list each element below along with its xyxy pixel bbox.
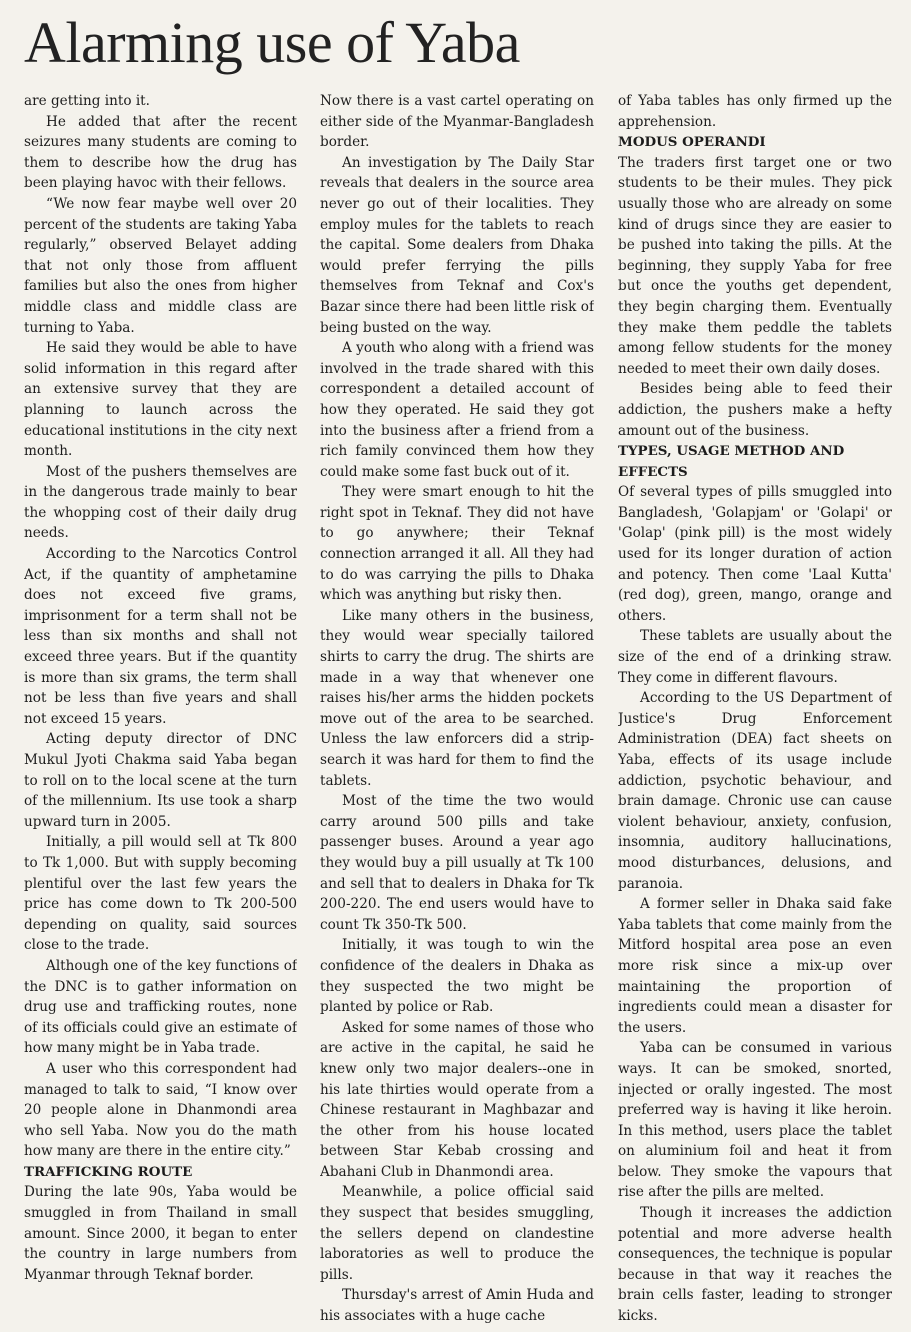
paragraph: “We now fear maybe well over 20 percent of the students are taking Yaba regularly,” observed Belayet adding that not only those from affluent families but also the ones from higher middle class and middle class are turning to Yaba. bbox=[24, 195, 297, 336]
paragraph: According to the US Department of Justice's Drug Enforcement Administration (DEA) fact sheets on Yaba, effects of its usage include addiction, psychotic behaviour, and brain damage. Chronic use can cause violent behaviour, anxiety, confusion, insomnia, auditory hallucinations, mood disturbances, delusions, and paranoia. bbox=[618, 690, 892, 892]
paragraph: He said they would be able to have solid information in this regard after an extensive survey that they are planning to launch across the educational institutions in the city next month. bbox=[24, 340, 297, 460]
paragraph: Of several types of pills smuggled into Bangladesh, 'Golapjam' or 'Golapi' or 'Golap' (pink pill) is the most widely used for its longer duration of action and potency. Then come 'Laal Kutta' (red dog), green, mango, orange and others. bbox=[618, 484, 892, 624]
paragraph: Most of the pushers themselves are in the dangerous trade mainly to bear the whopping cost of their daily drug needs. bbox=[24, 463, 297, 542]
article-column-2 bbox=[320, 91, 594, 1326]
headline: Alarming use of Yaba bbox=[24, 10, 520, 75]
paragraph: Initially, a pill would sell at Tk 800 to Tk 1,000. But with supply becoming plentiful over the last few years the price has come down to Tk 200-500 depending on quality, said sources close to the trade. bbox=[24, 834, 297, 954]
paragraph: Thursday's arrest of Amin Huda and his associates with a huge cache bbox=[320, 1287, 594, 1325]
paragraph: During the late 90s, Yaba would be smuggled in from Thailand in small amount. Since 2000, it began to enter the country in large numbers from Myanmar through Teknaf border. bbox=[24, 1184, 297, 1283]
article-column-3 bbox=[618, 91, 892, 1326]
section-heading: MODUS OPERANDI bbox=[618, 134, 766, 151]
paragraph: Now there is a vast cartel operating on either side of the Myanmar-Bangladesh border. bbox=[320, 93, 594, 151]
paragraph: Yaba can be consumed in various ways. It can be smoked, snorted, injected or orally ingested. The most preferred way is having it like heroin. In this method, users place the tablet on aluminium foil and heat it from below. They smoke the vapours that rise after the pills are melted. bbox=[618, 1040, 892, 1201]
section-heading: TYPES, USAGE METHOD AND EFFECTS bbox=[618, 443, 845, 480]
paragraph: of Yaba tables has only firmed up the apprehension. bbox=[618, 93, 892, 130]
paragraph: These tablets are usually about the size of the end of a drinking straw. They come in different flavours. bbox=[618, 628, 892, 686]
paragraph: Like many others in the business, they would wear specially tailored shirts to carry the drug. The shirts are made in a way that whenever one raises his/her arms the hidden pockets move out of the area to be searched. Unless the law enforcers did a strip-search it was hard for them to find the tablets. bbox=[320, 607, 594, 789]
paragraph: A former seller in Dhaka said fake Yaba tablets that come mainly from the Mitford hospital area pose an even more risk since a mix-up over maintaining the proportion of ingredients could mean a disaster for the users. bbox=[618, 896, 892, 1036]
paragraph: A user who this correspondent had managed to talk to said, “I know over 20 people alone in Dhanmondi area who sell Yaba. Now you do the math how many are there in the entire city.” bbox=[24, 1060, 297, 1160]
paragraph: Though it increases the addiction potential and more adverse health consequences, the technique is popular because in that way it reaches the brain cells faster, leading to stronger kicks. bbox=[618, 1205, 892, 1325]
paragraph: Meanwhile, a police official said they suspect that besides smuggling, the sellers depend on clandestine laboratories as well to produce the pills. bbox=[320, 1184, 594, 1283]
section-heading: TRAFFICKING ROUTE bbox=[24, 1163, 193, 1180]
paragraph: Most of the time the two would carry around 500 pills and take passenger buses. Around a year ago they would buy a pill usually at Tk 100 and sell that to dealers in Dhaka for Tk 200-220. The end users would have to count Tk 350-Tk 500. bbox=[320, 793, 594, 933]
paragraph: He added that after the recent seizures many students are coming to them to describe how the drug has been playing havoc with their fellows. bbox=[24, 113, 297, 192]
paragraph: Acting deputy director of DNC Mukul Jyoti Chakma said Yaba began to roll on to the local scene at the turn of the millennium. Its use took a sharp upward turn in 2005. bbox=[24, 731, 297, 830]
paragraph: Asked for some names of those who are active in the capital, he said he knew only two major dealers--one in his late thirties would operate from a Chinese restaurant in Maghbazar and the other from his house located between Star Kebab crossing and Abahani Club in Dhanmondi area. bbox=[320, 1019, 594, 1180]
paragraph: Besides being able to feed their addiction, the pushers make a hefty amount out of the business. bbox=[618, 381, 892, 439]
paragraph: The traders first target one or two students to be their mules. They pick usually those who are already on some kind of drugs since they are easier to be pushed into taking the pills. At the beginning, they supply Yaba for free but once the youths get dependent, they begin charging them. Eventually they make them peddle the tablets among fellow students for the money needed to meet their own daily doses. bbox=[618, 154, 892, 377]
article-column-1 bbox=[24, 91, 297, 1326]
paragraph: Initially, it was tough to win the confidence of the dealers in Dhaka as they suspected the two might be planted by police or Rab. bbox=[320, 937, 594, 1016]
paragraph: Although one of the key functions of the DNC is to gather information on drug use and trafficking routes, none of its officials could give an estimate of how many might be in Yaba trade. bbox=[24, 957, 297, 1057]
paragraph: A youth who along with a friend was involved in the trade shared with this correspondent a detailed account of how they operated. He said they got into the business after a friend from a rich family convinced them how they could make some fast buck out of it. bbox=[320, 340, 594, 480]
paragraph: According to the Narcotics Control Act, if the quantity of amphetamine does not exceed five grams, imprisonment for a term shall not be less than six months and shall not exceed three years. But if the quantity is more than six grams, the term shall not be less than five years and shall not exceed 15 years. bbox=[24, 546, 297, 727]
paragraph: are getting into it. bbox=[24, 93, 150, 109]
paragraph: They were smart enough to hit the right spot in Teknaf. They did not have to go anywhere; their Teknaf connection arranged it all. All they had to do was carrying the pills to Dhaka which was anything but risky then. bbox=[320, 484, 594, 604]
paragraph: An investigation by The Daily Star reveals that dealers in the source area never go out of their localities. They employ mules for the tablets to reach the capital. Some dealers from Dhaka would prefer ferrying the pills themselves from Teknaf and Cox's Bazar since there had been little risk of being busted on the way. bbox=[320, 154, 594, 336]
